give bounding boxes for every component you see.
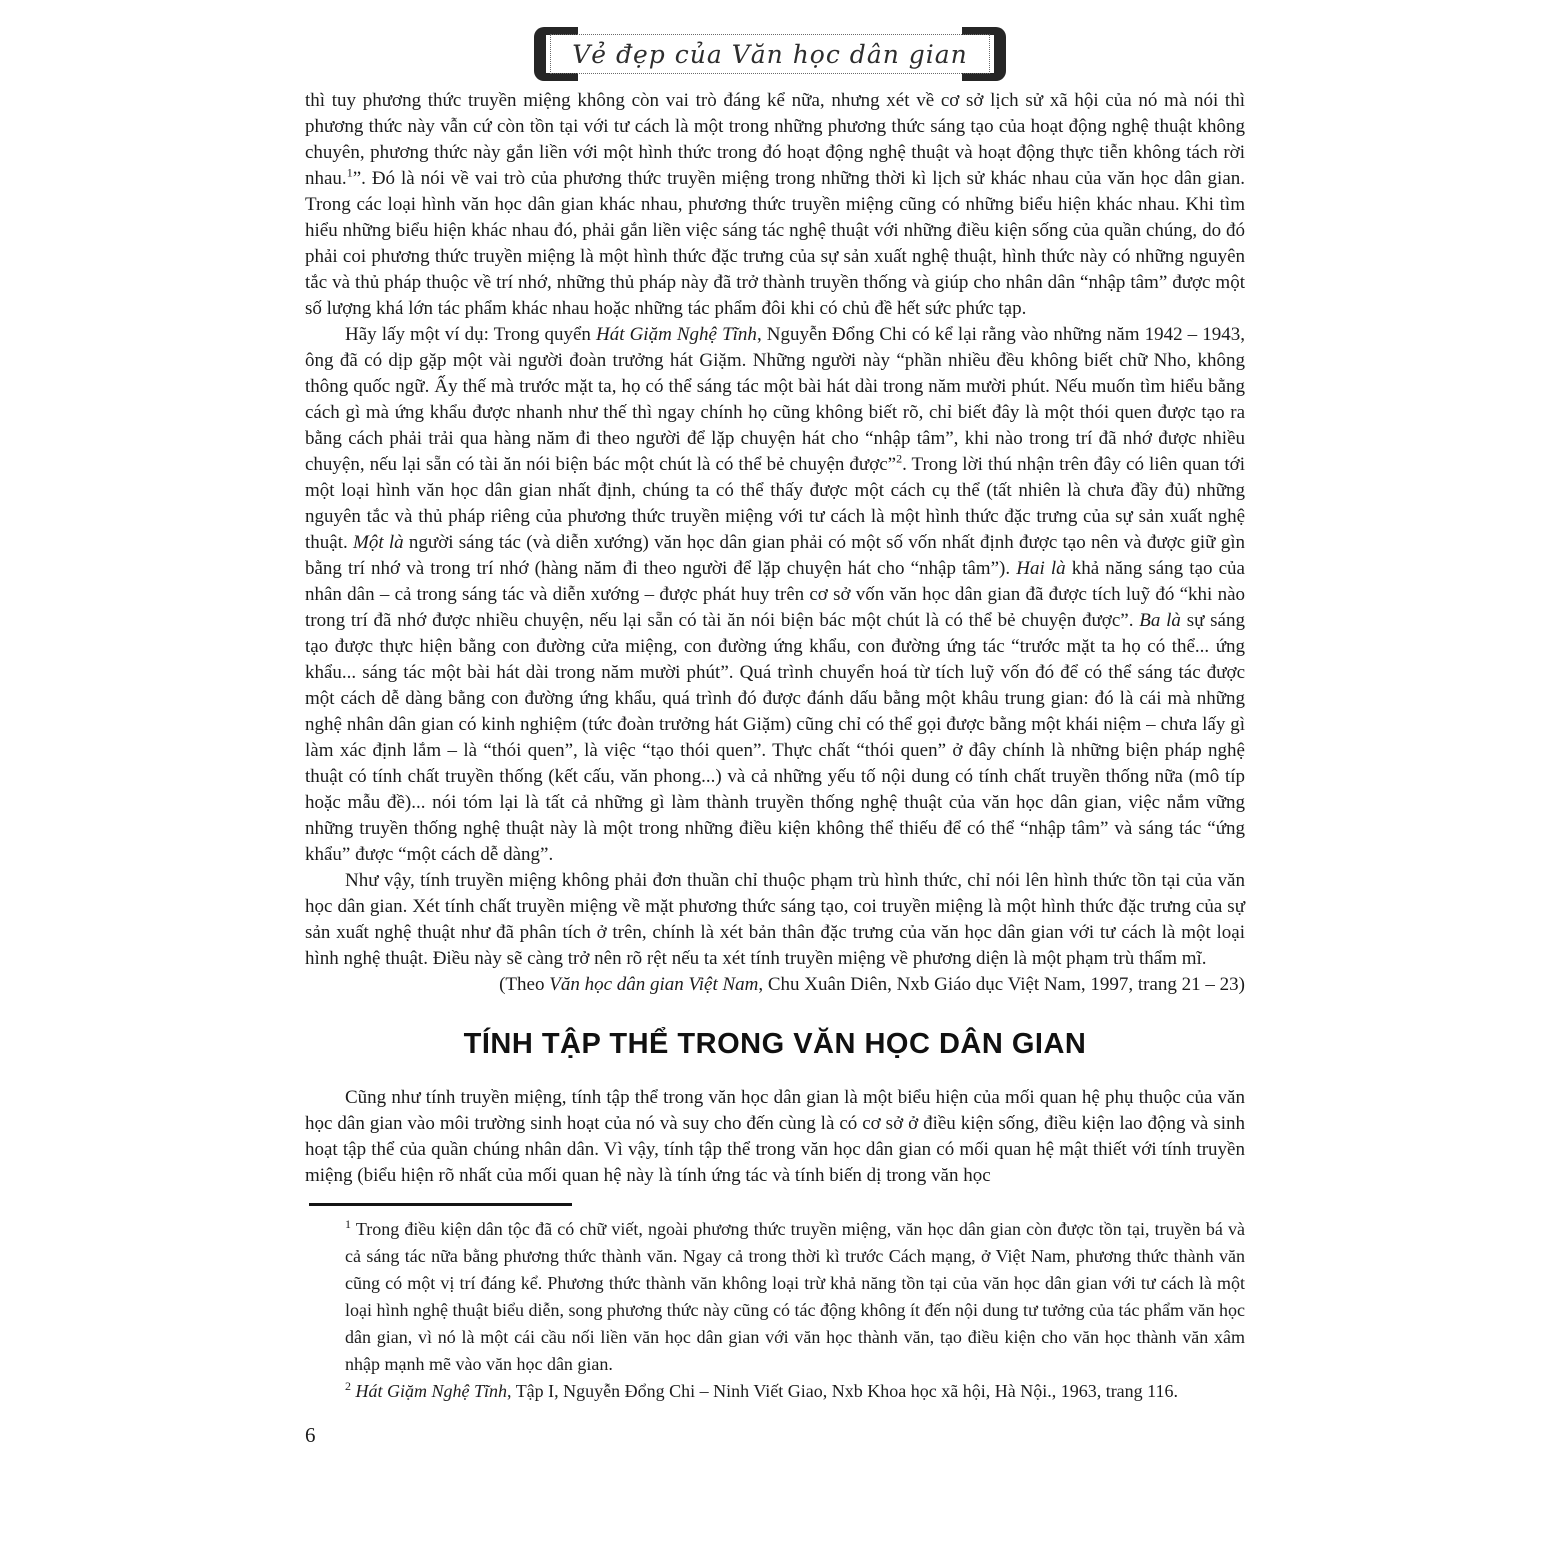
italic-text-run: Hát Giặm Nghệ Tĩnh	[355, 1381, 508, 1401]
text-run: , Chu Xuân Diên, Nxb Giáo dục Việt Nam, 1997, trang 21 – 23)	[758, 974, 1245, 995]
text-run	[356, 1381, 508, 1401]
page-header-banner	[538, 32, 1002, 76]
text-run: (Theo	[499, 974, 550, 995]
text-run	[549, 974, 758, 995]
text-run: thì tuy phương thức truyền miệng không còn vai trò đáng kể nữa, nhưng xét về cơ sở lịch sử xã hội của nó mà nói thì phương thức này vẫn cứ còn tồn tại với tư cách là một trong những phương thức sáng tạo của hoạt động nghệ thuật không chuyên, phương thức này gắn liền với một hình thức trong đó hoạt động nghệ thuật và hoạt động thực tiễn không tách rời nhau.	[305, 90, 1245, 189]
text-run	[596, 324, 757, 345]
footnote-marker: 2	[345, 1379, 351, 1393]
italic-text-run: Văn học dân gian Việt Nam	[549, 974, 759, 995]
footnote-divider	[309, 1203, 572, 1206]
text-run: Trong điều kiện dân tộc đã có chữ viết, ngoài phương thức truyền miệng, văn học dân gian còn được tồn tại, truyền bá và cả sáng tác nữa bằng phương thức thành văn. Ngay cả trong thời kì trước Cách mạng, ở Việt Nam, phương thức thành văn cũng có một vị trí đáng kể. Phương thức thành văn không loại trừ khả năng tồn tại của văn học dân gian với tư cách là một loại hình nghệ thuật biểu diễn, song phương thức này cũng có tác động không ít đến nội dung tư tưởng của tác phẩm văn học dân gian, vì nó là một cái cầu nối liền văn học dân gian với văn học thành văn, tạo điều kiện cho văn học thành văn xâm nhập mạnh mẽ vào văn học dân gian.	[345, 1219, 1245, 1374]
italic-text-run: Ba là	[1139, 610, 1181, 631]
text-run	[1016, 558, 1065, 579]
footnote-marker: 2	[896, 451, 903, 466]
text-run: khả năng sáng tạo của nhân dân – cả trong sáng tác và diễn xướng – được phát huy trên cơ sở vốn văn học dân gian đã được tích luỹ đó “khi nào trong trí đã nhớ được nhiều chuyện, nếu lại sẵn có tài ăn nói biện bác một chút là có thể bẻ chuyện được”.	[305, 558, 1245, 631]
italic-text-run: Hát Giặm Nghệ Tĩnh	[595, 324, 757, 345]
text-run	[353, 532, 404, 553]
page-number: 6	[305, 1423, 316, 1447]
citation	[305, 972, 1245, 998]
italic-text-run: Hai là	[1016, 558, 1066, 579]
paragraph-oral-transmission-1	[305, 88, 1245, 322]
text-run: ”. Đó là nói về vai trò của phương thức truyền miệng trong những thời kì lịch sử khác nhau của văn học dân gian. Trong các loại hình văn học dân gian khác nhau, phương thức truyền miệng cũng có những biểu hiện khác nhau. Khi tìm hiểu những biểu hiện khác nhau đó, phải gắn liền việc sáng tác nghệ thuật với những điều kiện sống của quần chúng, do đó phải coi phương thức truyền miệng là một hình thức đặc trưng của sự sản xuất nghệ thuật, hình thức này có những nguyên tắc và thủ pháp thuộc về trí nhớ, những thủ pháp này đã trở thành truyền thống và giúp cho nhân dân “nhập tâm” được một số lượng khá lớn tác phẩm khác nhau hoặc những tác phẩm đôi khi có chủ đề hết sức phức tạp.	[305, 168, 1245, 319]
text-run	[1139, 610, 1181, 631]
footnote-1	[345, 1216, 1245, 1378]
text-run: người sáng tác (và diễn xướng) văn học dân gian phải có một số vốn nhất định được tạo nên và được giữ gìn bằng trí nhớ và trong trí nhớ (hàng năm đi theo người để lặp chuyện hát cho “nhập tâm”).	[305, 532, 1245, 579]
text-run: . Trong lời thú nhận trên đây có liên quan tới một loại hình văn học dân gian nhất định, chúng ta có thể thấy được một cách cụ thể (tất nhiên là chưa đầy đủ) những nguyên tắc và thủ pháp riêng của phương thức truyền miệng với tư cách là một hình thức đặc trưng của sự sản xuất nghệ thuật.	[305, 454, 1245, 553]
footnote-marker: 1	[346, 165, 353, 180]
paragraph-oral-transmission-3	[305, 868, 1245, 972]
text-run: , Tập I, Nguyễn Đổng Chi – Ninh Viết Giao, Nxb Khoa học xã hội, Hà Nội., 1963, trang 116.	[507, 1381, 1179, 1401]
section-heading: TÍNH TẬP THỂ TRONG VĂN HỌC DÂN GIAN	[463, 1028, 1087, 1060]
italic-text-run: Một là	[353, 532, 404, 553]
footnote-2	[345, 1378, 1245, 1405]
text-run: Hãy lấy một ví dụ: Trong quyển	[345, 324, 596, 345]
footnotes	[305, 1203, 1245, 1405]
footnote-marker: 1	[345, 1217, 351, 1231]
text-run: sự sáng tạo được thực hiện bằng con đường cửa miệng, con đường ứng khẩu, con đường ứng tác “trước mặt ta họ có thể... ứng khẩu... sáng tác một bài hát dài trong năm mười phút”. Quá trình chuyển hoá từ tích luỹ vốn đó để có thể sáng tác được một cách dễ dàng bằng con đường ứng khẩu, quá trình đó được đánh dấu bằng một khâu trung gian: đó là cái mà những nghệ nhân dân gian có kinh nghiệm (tức đoàn trưởng hát Giặm) cũng chỉ có thể gọi được bằng một khái niệm – chưa lấy gì làm xác định lắm – là “thói quen”, là việc “tạo thói quen”. Thực chất “thói quen” ở đây chính là những biện pháp nghệ thuật có tính chất truyền thống (kết cấu, văn phong...) và cả những yếu tố nội dung có tính chất truyền thống nữa (mô típ hoặc mẫu đề)... nói tóm lại là tất cả những gì làm thành truyền thống nghệ thuật của văn học dân gian, việc nắm vững những truyền thống nghệ thuật này là một trong những điều kiện không thể thiếu để có thể “nhập tâm” và sáng tác “ứng khẩu” được “một cách dễ dàng”.	[305, 610, 1245, 865]
text-run: Cũng như tính truyền miệng, tính tập thể trong văn học dân gian là một biểu hiện của mối quan hệ phụ thuộc của văn học dân gian vào môi trường sinh hoạt của nó và suy cho đến cùng là có cơ sở ở điều kiện sống, điều kiện lao động và sinh hoạt tập thể của quần chúng nhân dân. Vì vậy, tính tập thể trong văn học dân gian có mối quan hệ mật thiết với tính truyền miệng (biểu hiện rõ nhất của mối quan hệ này là tính ứng tác và tính biến dị trong văn học	[305, 1087, 1245, 1186]
paragraph-oral-transmission-2	[305, 322, 1245, 868]
header-title: Vẻ đẹp của Văn học dân gian	[550, 34, 990, 74]
text-run: , Nguyễn Đổng Chi có kể lại rằng vào những năm 1942 – 1943, ông đã có dịp gặp một vài người đoàn trưởng hát Giặm. Những người này “phần nhiều đều không biết chữ Nho, không thông quốc ngữ. Ấy thế mà trước mặt ta, họ có thể sáng tác một bài hát dài trong năm mười phút. Nếu muốn tìm hiểu bằng cách gì mà ứng khẩu được nhanh như thế thì ngay chính họ cũng không biết rõ, chỉ biết đây là một thói quen được tạo ra bằng cách phải trải qua hàng năm đi theo người để lặp chuyện hát cho “nhập tâm”, khi nào trong trí đã nhớ được nhiều chuyện, nếu lại sẵn có tài ăn nói biện bác một chút là có thể bẻ chuyện được”	[305, 324, 1245, 475]
text-run: Như vậy, tính truyền miệng không phải đơn thuần chỉ thuộc phạm trù hình thức, chỉ nói lên hình thức tồn tại của văn học dân gian. Xét tính chất truyền miệng về mặt phương thức sáng tạo, coi truyền miệng là một hình thức đặc trưng của sự sản xuất nghệ thuật như đã phân tích ở trên, chính là xét bản thân đặc trưng của văn học dân gian với tư cách là một loại hình nghệ thuật. Điều này sẽ càng trở nên rõ rệt nếu ta xét tính truyền miệng về phương diện là một phạm trù thẩm mĩ.	[305, 870, 1245, 969]
paragraph-collectivity-1	[305, 1085, 1245, 1189]
page-content	[305, 88, 1245, 1448]
